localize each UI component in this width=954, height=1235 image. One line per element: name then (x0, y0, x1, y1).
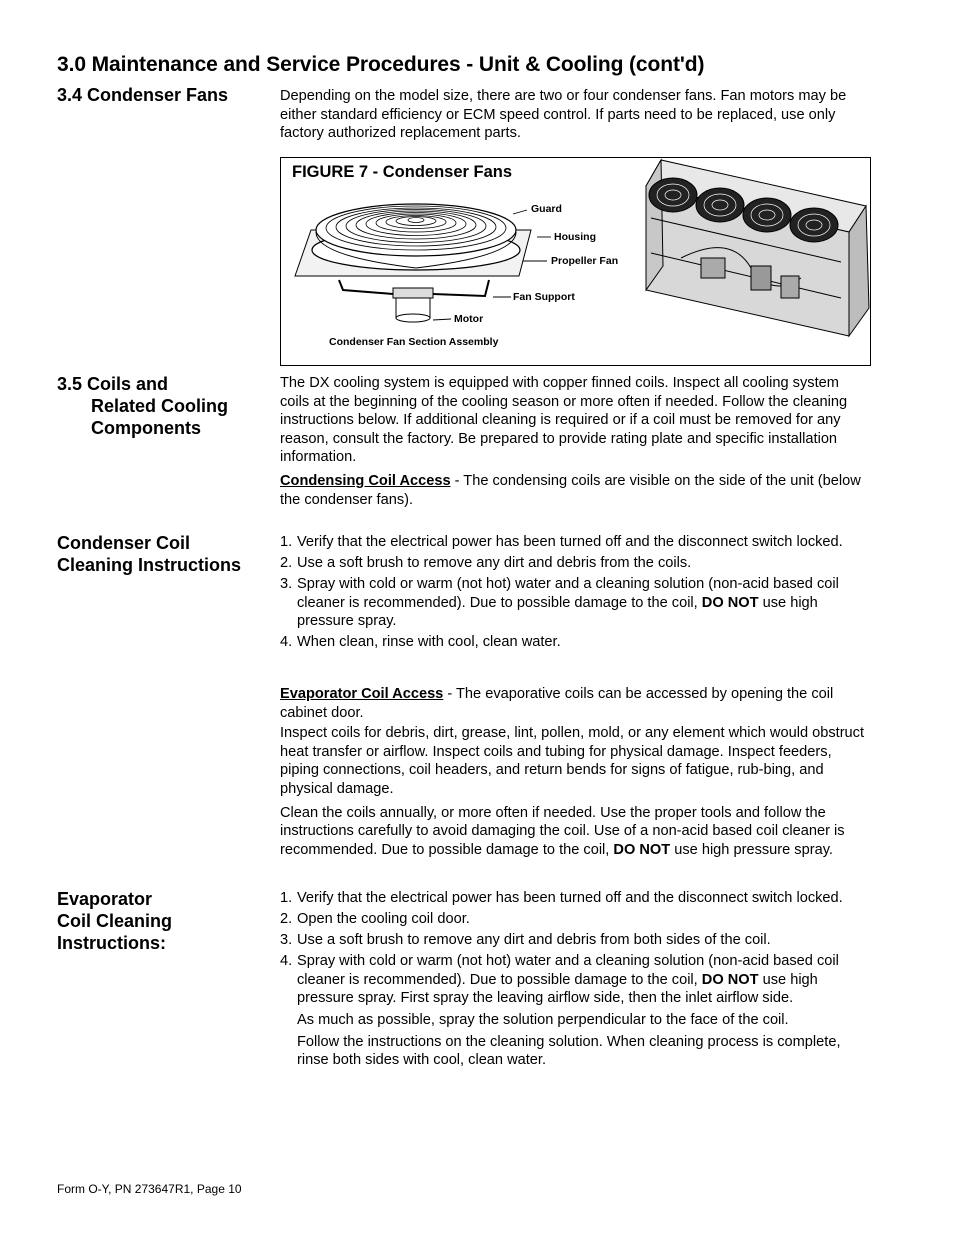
list-item (280, 910, 872, 929)
list-item (280, 952, 872, 1070)
step-note: Follow the instructions on the cleaning solution. When cleaning process is complete, rinse both sides with cool, clean water. (297, 1033, 841, 1069)
clean-coils-text-end: use high pressure spray. (670, 841, 833, 858)
condenser-cleaning-heading-line-1: Condenser Coil (57, 533, 191, 553)
step-text-part: Spray with cold or warm (not hot) water and a cleaning solution (non-acid based coil cleaner is recommended). Due to possible damage to the coil, (297, 576, 839, 611)
section-heading-evaporator-cleaning (57, 888, 172, 954)
label-propeller-fan: Propeller Fan (551, 255, 619, 267)
evaporator-cleaning-heading-line-2: Coil Cleaning (57, 911, 173, 931)
label-housing: Housing (554, 231, 596, 243)
figure-condenser-fans (280, 157, 871, 366)
step-number: 4. (280, 953, 293, 970)
evaporator-access-desc: - The evaporative coils can be accessed by opening the coil cabinet door. (280, 686, 834, 721)
evaporator-access-paragraph (280, 685, 872, 722)
section-heading-condenser-cleaning (57, 532, 241, 576)
figure-title: FIGURE 7 - Condenser Fans (292, 163, 513, 181)
step-text-part: use high pressure spray. (297, 594, 818, 630)
do-not-warning: DO NOT (613, 841, 671, 858)
list-item (280, 554, 872, 573)
motor-cap (393, 288, 433, 298)
condenser-cleaning-steps (280, 533, 872, 655)
guard-center (408, 218, 424, 223)
evaporator-cleaning-heading-line-3: Instructions: (57, 933, 167, 953)
evaporator-cleaning-heading-line-1: Evaporator (57, 889, 153, 909)
condenser-cleaning-heading-line-2: Cleaning Instructions (57, 555, 242, 575)
coils-heading-line-2: Related Cooling (91, 396, 229, 416)
list-item (280, 931, 872, 950)
evaporator-coil-access-label: Evaporator Coil Access (280, 686, 444, 702)
label-guard: Guard (531, 203, 562, 215)
step-text: Verify that the electrical power has been turned off and the disconnect switch locked. (297, 890, 843, 906)
step-number: 1. (280, 890, 293, 906)
condenser-fans-text (280, 87, 872, 143)
label-fan-support: Fan Support (513, 291, 575, 303)
step-text: When clean, rinse with cool, clean water. (297, 634, 561, 651)
condensing-coil-access-label: Condensing Coil Access (280, 472, 451, 489)
step-text: Use a soft brush to remove any dirt and debris from the coils. (297, 555, 692, 572)
step-note: As much as possible, spray the solution perpendicular to the face of the coil. (297, 1012, 789, 1029)
step-number: 4. (280, 634, 293, 651)
fan-support-left (339, 280, 393, 294)
coils-text (280, 374, 872, 509)
condenser-fans-paragraph: Depending on the model size, there are two or four condenser fans. Fan motors may be either standard efficiency or ECM speed control. If parts need to be replaced, use only factory authorized replacement parts. (280, 88, 847, 142)
evaporator-cleaning-steps (280, 889, 872, 1072)
step-number: 3. (280, 576, 293, 593)
coils-heading-line-3: Components (91, 418, 201, 438)
step-text: Verify that the electrical power has been turned off and the disconnect switch locked. (297, 534, 843, 550)
step-text (297, 952, 872, 1008)
list-item (280, 889, 872, 908)
condenser-fan-illustration (281, 158, 870, 365)
list-item (280, 533, 872, 552)
evaporator-access-text (280, 685, 872, 859)
section-heading-condenser-fans: 3.4 Condenser Fans (57, 85, 229, 105)
step-text: Use a soft brush to remove any dirt and debris from both sides of the coil. (297, 932, 771, 949)
condensing-coil-access-paragraph (280, 472, 872, 509)
clean-coils-paragraph (280, 804, 872, 860)
fan-support-right (433, 280, 489, 296)
step-number: 3. (280, 932, 293, 949)
list-item (280, 633, 872, 652)
coils-heading-line-1: 3.5 Coils and (57, 374, 169, 394)
step-text: Open the cooling coil door. (297, 911, 470, 928)
condensing-coil-access-text: - The condensing coils are visible on the side of the unit (below the condenser fans). (280, 472, 861, 508)
clean-coils-text: Clean the coils annually, or more often if needed. Use the proper tools and follow the instructions carefully to avoid damaging the coil. Use of a non-acid based coil cleaner is recommended. Due to possible damage to the coil, (280, 804, 845, 858)
inspect-coils-paragraph: Inspect coils for debris, dirt, grease, lint, pollen, mold, or any element which would obstruct heat transfer or airflow. Inspect coils and tubing for physical damage. Inspect feeders, piping connections, coil headers, and return bends for signs of fatigue, rub-bing, and physical damage. (280, 725, 865, 797)
page-footer: Form O-Y, PN 273647R1, Page 10 (57, 1182, 242, 1196)
coils-paragraph: The DX cooling system is equipped with copper finned coils. Inspect all cooling system coils at the beginning of the cooling season or more often if needed. Follow the cleaning instructions below. If additional cleaning is required or if a coil must be removed for any reason, consult the factory. Be prepared to provide rating plate and specific installation information. (280, 375, 848, 466)
list-item (280, 575, 872, 631)
step-number: 2. (280, 911, 293, 928)
label-caption: Condenser Fan Section Assembly (329, 336, 499, 348)
step-text (297, 575, 872, 631)
fan-guard (316, 204, 516, 256)
page-title: 3.0 Maintenance and Service Procedures - Unit & Cooling (cont'd) (57, 53, 705, 76)
do-not-warning: DO NOT (701, 594, 759, 611)
step-text-part: Spray with cold or warm (not hot) water and a cleaning solution (non-acid based coil cleaner is recommended). Due to possible damage to the coil, (297, 953, 839, 988)
label-motor: Motor (454, 313, 484, 325)
step-number: 1. (280, 534, 293, 550)
section-heading-coils (57, 373, 228, 439)
do-not-warning: DO NOT (701, 971, 759, 988)
step-text-part: use high pressure spray. First spray the leaving airflow side, then the inlet airflow side. (297, 971, 818, 1007)
step-number: 2. (280, 555, 293, 572)
